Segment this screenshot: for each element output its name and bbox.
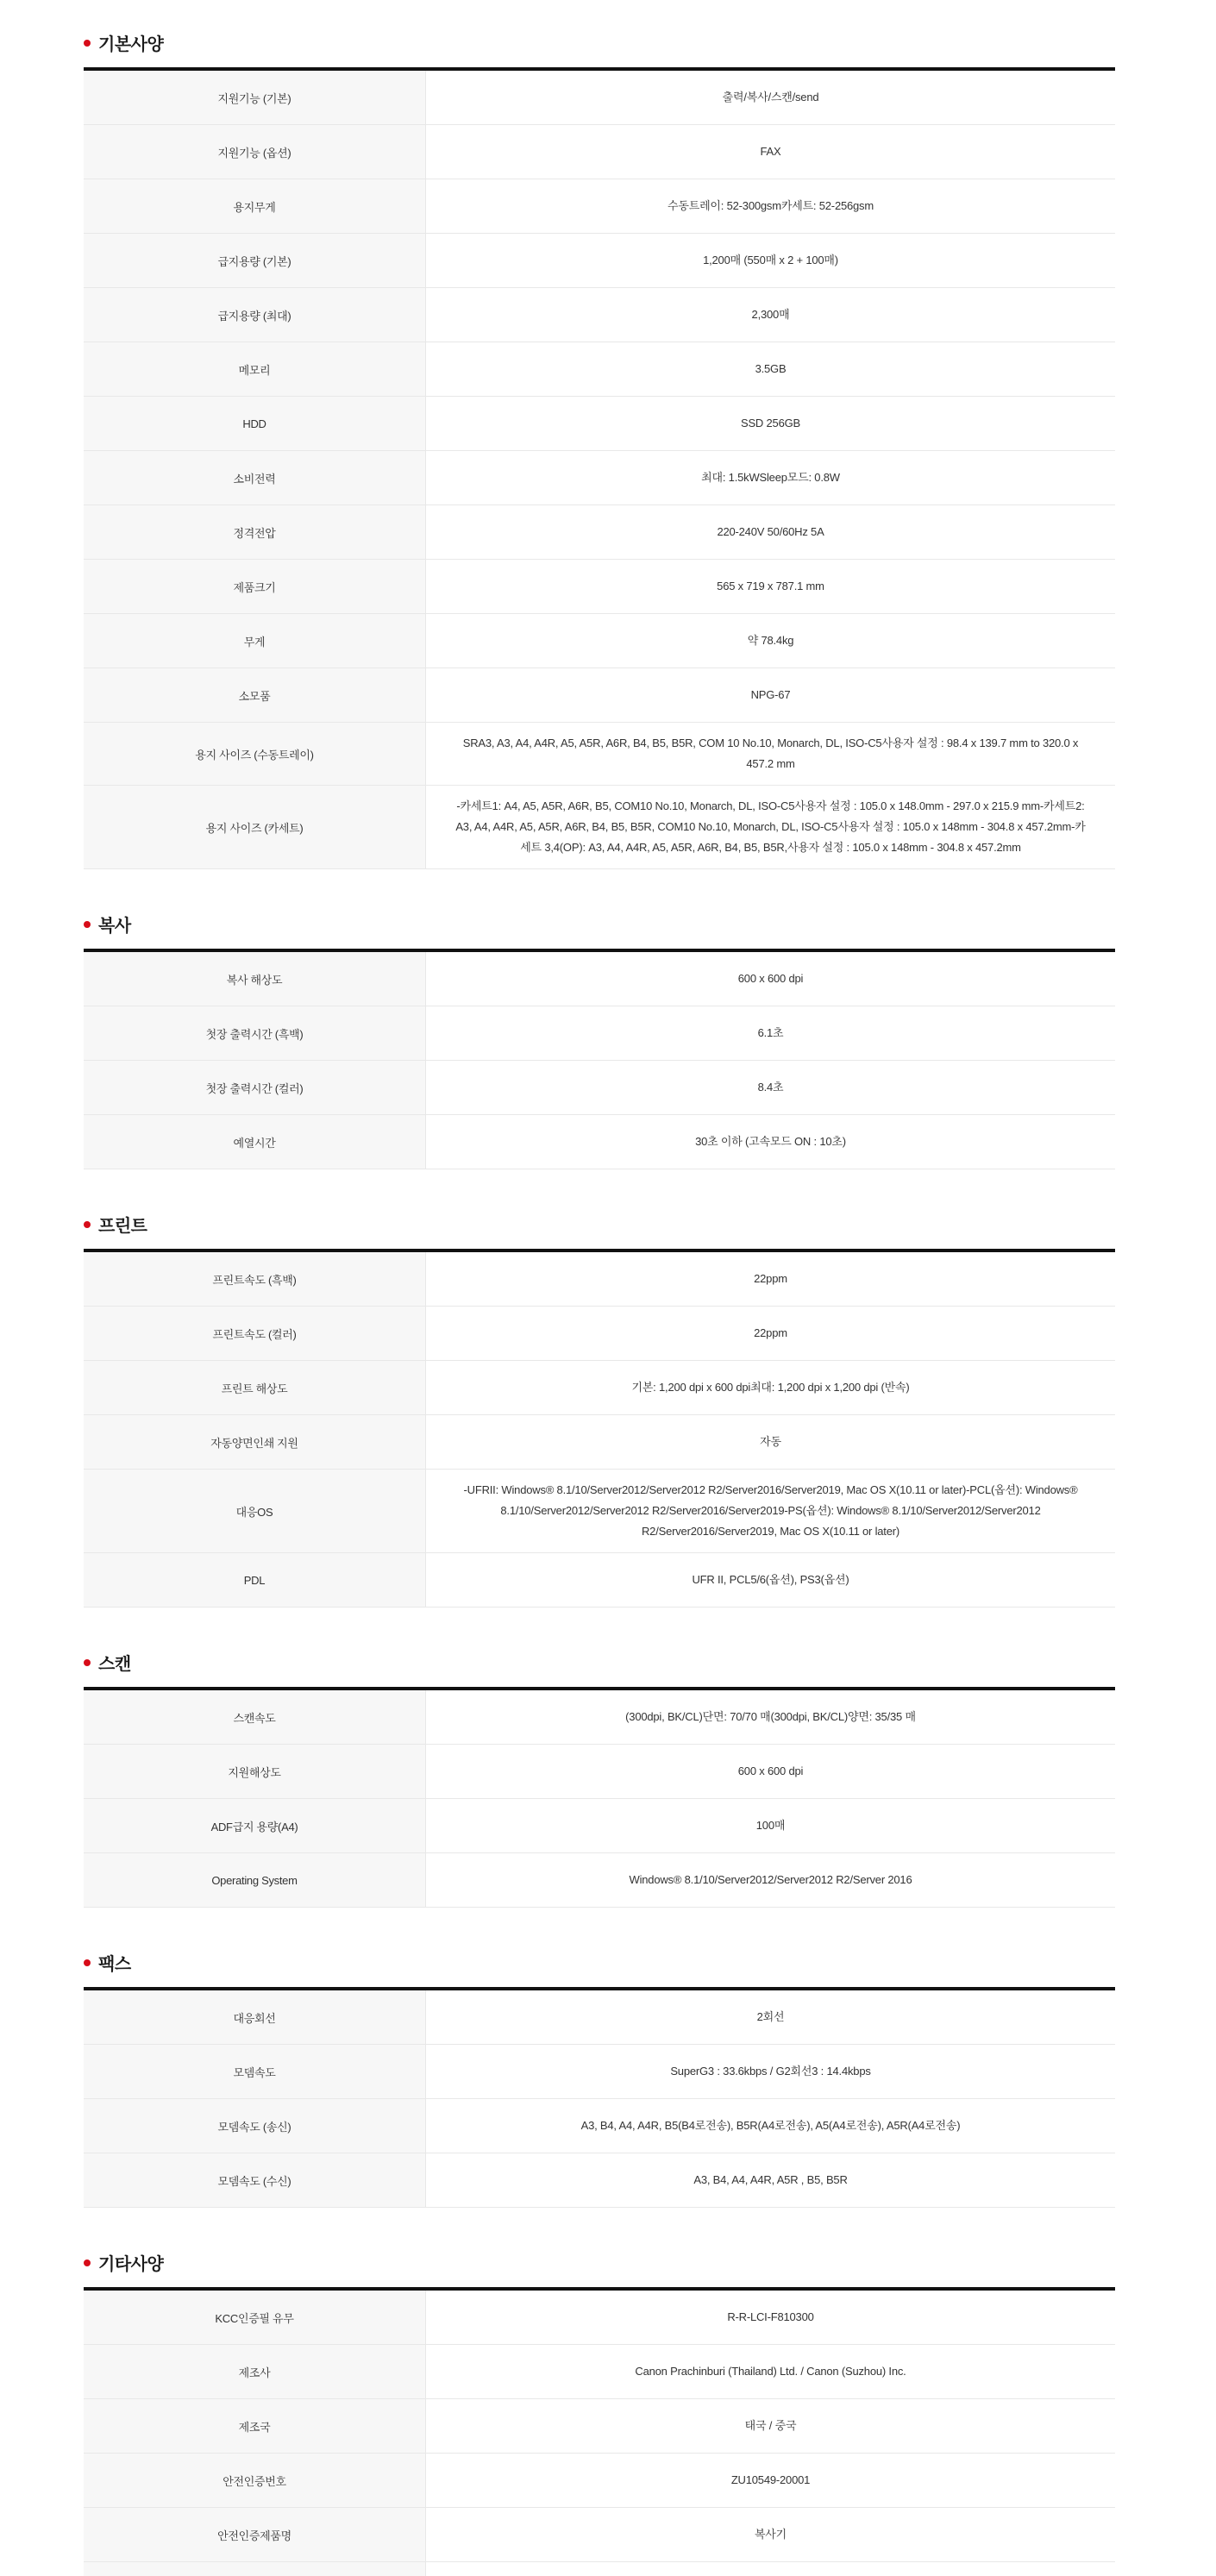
spec-value: 6.1초 — [757, 1026, 784, 1039]
spec-label: 예열시간 — [84, 1115, 426, 1169]
spec-section — [84, 2251, 1115, 2576]
spec-label: 제조사 — [84, 2345, 426, 2398]
spec-section — [84, 31, 1115, 869]
spec-label: 무게 — [84, 614, 426, 668]
section-title-text: 팩스 — [98, 1954, 131, 1974]
spec-label: 메모리 — [84, 342, 426, 396]
spec-value: 최대: 1.5kWSleep모드: 0.8W — [701, 471, 840, 484]
table-row — [84, 614, 1115, 668]
spec-label: 지원기능 (옵션) — [84, 125, 426, 179]
spec-value: 2회선 — [756, 2010, 785, 2023]
spec-label: 첫장 출력시간 (흑백) — [84, 1006, 426, 1060]
spec-value — [426, 2562, 1115, 2576]
spec-table — [84, 949, 1115, 1169]
table-row — [84, 2562, 1115, 2576]
spec-label: 모뎀속도 (송신) — [84, 2099, 426, 2153]
spec-value: 1,200매 (550매 x 2 + 100매) — [703, 254, 838, 266]
spec-label: 스캔속도 — [84, 1690, 426, 1744]
spec-label: 대응OS — [84, 1470, 426, 1552]
table-row — [84, 397, 1115, 451]
spec-value: UFR II, PCL5/6(옵션), PS3(옵션) — [692, 1573, 849, 1586]
spec-label: 대응회선 — [84, 1990, 426, 2044]
spec-section — [84, 1651, 1115, 1908]
table-row — [84, 125, 1115, 179]
spec-value: 8.4초 — [757, 1081, 784, 1094]
section-title — [84, 1213, 1115, 1235]
spec-value: 600 x 600 dpi — [737, 972, 804, 985]
table-row — [84, 1745, 1115, 1799]
section-title — [84, 1951, 1115, 1973]
spec-section — [84, 1951, 1115, 2208]
table-row — [84, 451, 1115, 505]
spec-value: 30초 이하 (고속모드 ON : 10초) — [695, 1135, 846, 1148]
table-row — [84, 2045, 1115, 2099]
spec-value: 태국 / 중국 — [744, 2419, 797, 2432]
spec-label: 프린트속도 (흑백) — [84, 1252, 426, 1306]
table-row — [84, 1690, 1115, 1745]
spec-value: Canon Prachinburi (Thailand) Ltd. / Canon (Suzhou) Inc. — [635, 2365, 906, 2378]
section-title — [84, 31, 1115, 53]
table-row — [84, 723, 1115, 786]
spec-label: KCC인증필 유무 — [84, 2291, 426, 2344]
spec-value: A3, B4, A4, A4R, B5(B4로전송), B5R(A4로전송), A5(A4로전송), A5R(A4로전송) — [580, 2119, 961, 2132]
spec-value: SuperG3 : 33.6kbps / G2회선3 : 14.4kbps — [670, 2065, 871, 2078]
table-row — [84, 2099, 1115, 2153]
spec-label: 안전인증제품명 — [84, 2508, 426, 2561]
table-row — [84, 1553, 1115, 1608]
section-title-text: 복사 — [98, 916, 131, 936]
section-title-text: 스캔 — [98, 1654, 131, 1674]
spec-label: 복사 해상도 — [84, 952, 426, 1006]
spec-label: 지원기능 (기본) — [84, 71, 426, 124]
spec-value: 기본: 1,200 dpi x 600 dpi최대: 1,200 dpi x 1,200 dpi (반속) — [631, 1381, 910, 1394]
spec-value: SSD 256GB — [740, 417, 800, 429]
section-title-text: 프린트 — [98, 1216, 147, 1236]
spec-table — [84, 67, 1115, 869]
spec-value: 565 x 719 x 787.1 mm — [717, 580, 824, 592]
spec-label: 프린트 해상도 — [84, 1361, 426, 1414]
table-row — [84, 2291, 1115, 2345]
table-row — [84, 1252, 1115, 1307]
table-row — [84, 1853, 1115, 1908]
spec-value: 3.5GB — [755, 362, 787, 375]
spec-label: 프린트속도 (컬러) — [84, 1307, 426, 1360]
spec-label: 용지 사이즈 (카세트) — [84, 786, 426, 868]
table-row — [84, 786, 1115, 869]
red-bullet-icon — [84, 1221, 91, 1228]
spec-label: PDL — [84, 1553, 426, 1607]
spec-page — [84, 0, 1115, 2576]
spec-value: Windows® 8.1/10/Server2012/Server2012 R2/Server 2016 — [629, 1873, 912, 1886]
spec-table — [84, 2287, 1115, 2576]
spec-label: 정격전압 — [84, 505, 426, 559]
spec-value: A3, B4, A4, A4R, A5R , B5, B5R — [693, 2173, 848, 2186]
table-row — [84, 1799, 1115, 1853]
spec-label: 소모품 — [84, 668, 426, 722]
table-row — [84, 1415, 1115, 1470]
table-row — [84, 1990, 1115, 2045]
spec-value: 600 x 600 dpi — [737, 1764, 804, 1777]
spec-value: 약 78.4kg — [747, 634, 794, 647]
section-title — [84, 912, 1115, 935]
table-row — [84, 179, 1115, 234]
spec-label: 모뎀속도 — [84, 2045, 426, 2098]
table-row — [84, 2153, 1115, 2208]
spec-label: 자동양면인쇄 지원 — [84, 1415, 426, 1469]
table-row — [84, 2399, 1115, 2454]
spec-label: 용지무게 — [84, 179, 426, 233]
red-bullet-icon — [84, 1659, 91, 1666]
section-title-text: 기본사양 — [98, 34, 164, 54]
table-row — [84, 1470, 1115, 1553]
table-row — [84, 1115, 1115, 1169]
sections-root — [84, 31, 1115, 2576]
spec-label: 급지용량 (기본) — [84, 234, 426, 287]
spec-value: R-R-LCI-F810300 — [727, 2310, 814, 2323]
table-row — [84, 2454, 1115, 2508]
table-row — [84, 1361, 1115, 1415]
table-row — [84, 234, 1115, 288]
table-row — [84, 505, 1115, 560]
spec-label: 첫장 출력시간 (컬러) — [84, 1061, 426, 1114]
section-title — [84, 1651, 1115, 1673]
spec-label: 안전인증번호 — [84, 2454, 426, 2507]
spec-value: 22ppm — [754, 1326, 787, 1339]
spec-label: 모뎀속도 (수신) — [84, 2153, 426, 2207]
table-row — [84, 2508, 1115, 2562]
spec-value: 복사기 — [754, 2528, 787, 2541]
table-row — [84, 1307, 1115, 1361]
spec-value: -UFRII: Windows® 8.1/10/Server2012/Server2012 R2/Server2016/Server2019, Mac OS X(10.11 or later)-PCL(옵션): Windows® 8.1/10/Server2012/Server2012 R2/Server2016/Server2019-PS(옵션): Windows® 8.1/10/Server2012/Server2012 R2/Server2016/Server2019, Mac OS X(10.11 or later) — [463, 1483, 1078, 1538]
red-bullet-icon — [84, 1959, 91, 1966]
spec-label: 용지 사이즈 (수동트레이) — [84, 723, 426, 785]
spec-value: -카세트1: A4, A5, A5R, A6R, B5, COM10 No.10, Monarch, DL, ISO-C5사용자 설정 : 105.0 x 148.0mm - 297.0 x 215.9 mm-카세트2: A3, A4, A4R, A5, A5R, A6R, B4, B5, B5R, COM10 No.10, Monarch, DL, ISO-C5사용자 설정 : 105.0 x 148mm - 304.8 x 457.2mm-카세트 3,4(OP): A3, A4, A4R, A5, A5R, A6R, B4, B5, B5R,사용자 설정 : 105.0 x 148mm - 304.8 x 457.2mm — [455, 799, 1086, 854]
spec-label: 제조국 — [84, 2399, 426, 2453]
table-row — [84, 2345, 1115, 2399]
spec-label: HDD — [84, 397, 426, 450]
spec-value: 2,300매 — [751, 308, 790, 321]
spec-section — [84, 1213, 1115, 1608]
spec-value: FAX — [760, 145, 781, 158]
spec-value: 100매 — [755, 1819, 786, 1832]
spec-label: ADF급지 용량(A4) — [84, 1799, 426, 1852]
spec-value: 22ppm — [754, 1272, 787, 1285]
table-row — [84, 71, 1115, 125]
section-title — [84, 2251, 1115, 2273]
spec-value: NPG-67 — [750, 688, 791, 701]
table-row — [84, 952, 1115, 1006]
spec-value: 출력/복사/스캔/send — [722, 91, 819, 103]
spec-section — [84, 912, 1115, 1169]
spec-label: 제품크기 — [84, 560, 426, 613]
spec-value: 자동 — [760, 1435, 781, 1448]
spec-table — [84, 1249, 1115, 1608]
red-bullet-icon — [84, 2259, 91, 2266]
spec-value: (300dpi, BK/CL)단면: 70/70 매(300dpi, BK/CL)양면: 35/35 매 — [625, 1710, 916, 1723]
spec-table — [84, 1687, 1115, 1908]
table-row — [84, 1006, 1115, 1061]
spec-label: 지원해상도 — [84, 1745, 426, 1798]
spec-label: Operating System — [84, 1853, 426, 1907]
section-title-text: 기타사양 — [98, 2254, 164, 2274]
spec-value: ZU10549-20001 — [730, 2473, 811, 2486]
spec-label: 소비전력 — [84, 451, 426, 505]
table-row — [84, 560, 1115, 614]
red-bullet-icon — [84, 40, 91, 47]
spec-value: 수동트레이: 52-300gsm카세트: 52-256gsm — [668, 199, 874, 212]
spec-table — [84, 1987, 1115, 2208]
spec-label: 급지용량 (최대) — [84, 288, 426, 342]
spec-value: SRA3, A3, A4, A4R, A5, A5R, A6R, B4, B5, B5R, COM 10 No.10, Monarch, DL, ISO-C5사용자 설정 : 98.4 x 139.7 mm to 320.0 x 457.2 mm — [462, 736, 1079, 770]
table-row — [84, 342, 1115, 397]
table-row — [84, 668, 1115, 723]
table-row — [84, 288, 1115, 342]
red-bullet-icon — [84, 921, 91, 928]
table-row — [84, 1061, 1115, 1115]
spec-value: 220-240V 50/60Hz 5A — [717, 525, 824, 538]
spec-label — [84, 2562, 426, 2576]
